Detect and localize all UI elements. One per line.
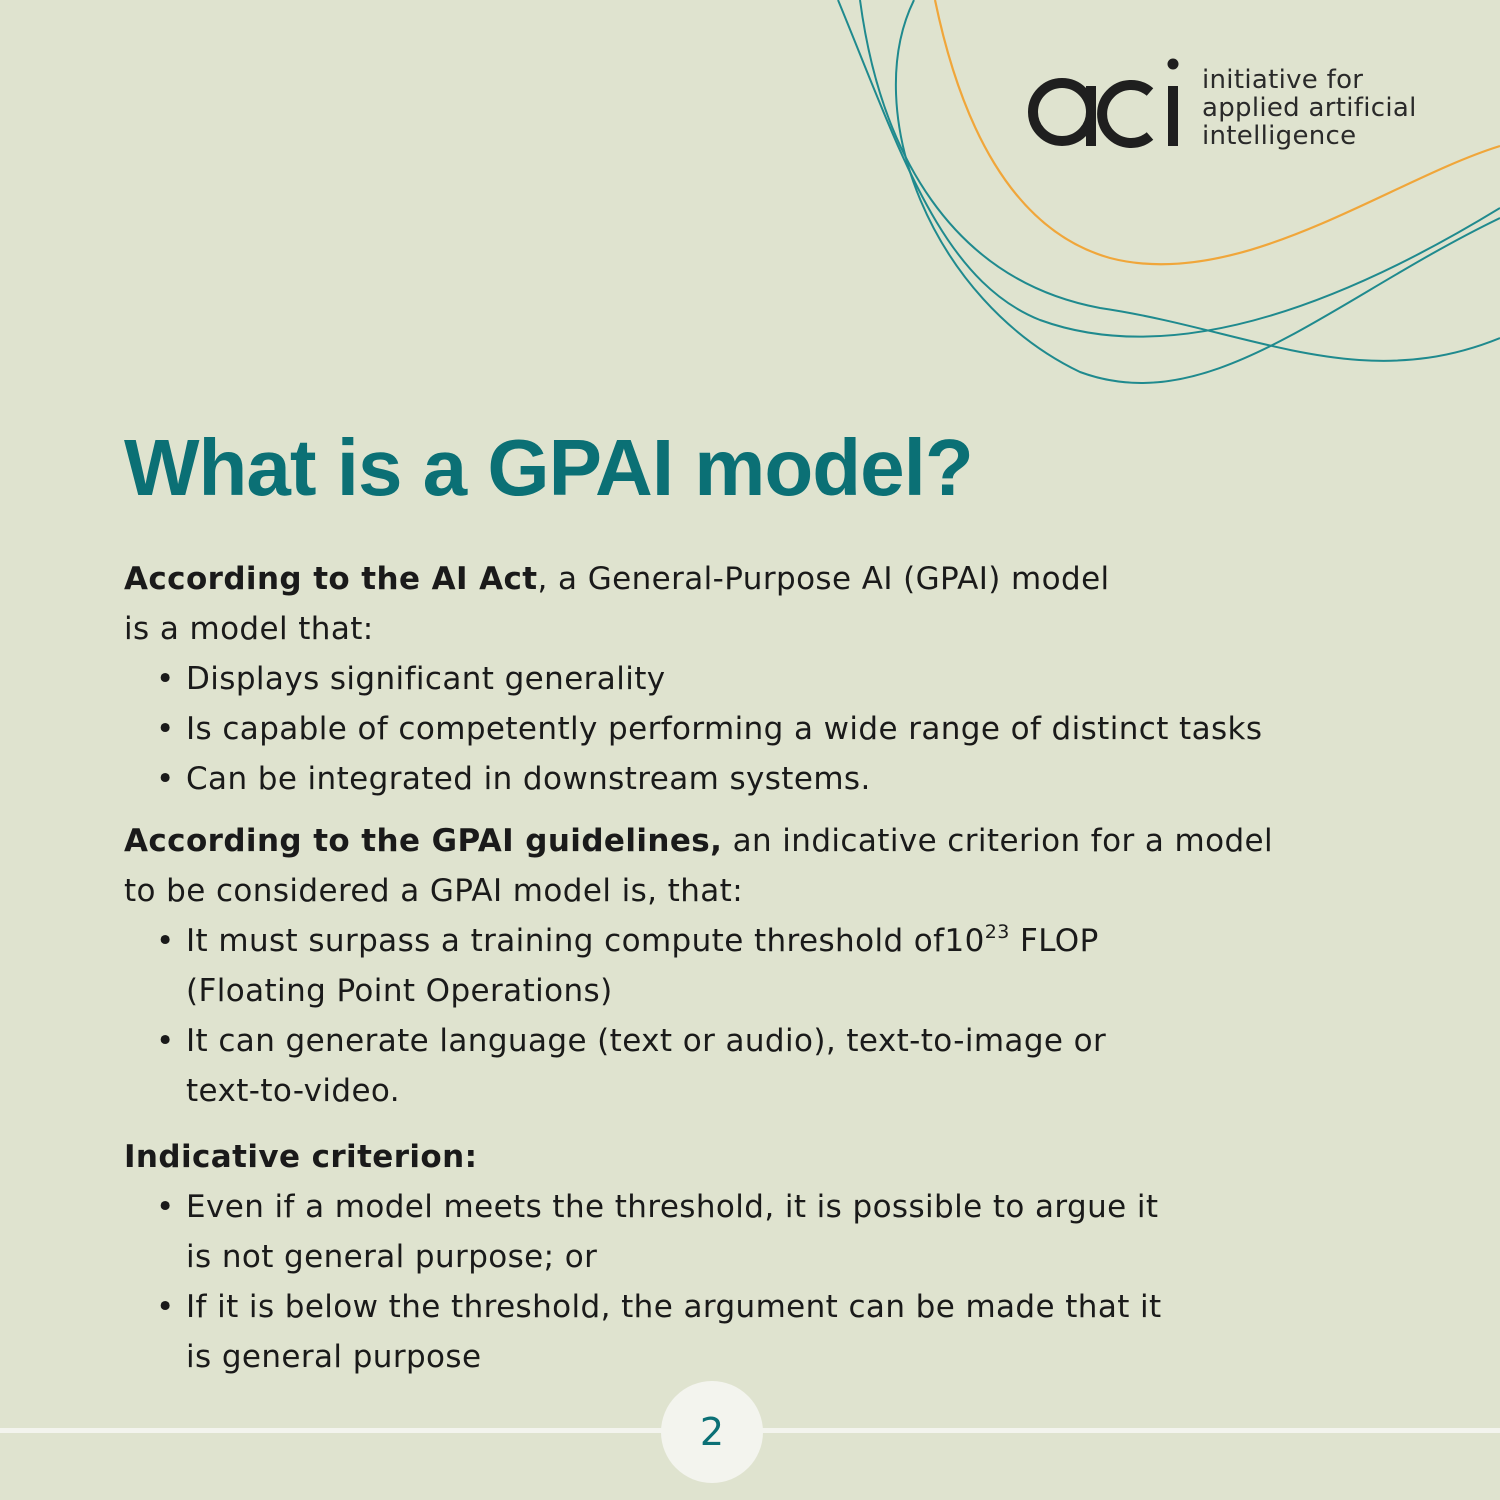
bullet-text: is general purpose [186,1339,482,1375]
list-item: • Is capable of competently performing a wide range of distinct tasks [186,704,1404,754]
list-item [186,1182,1404,1282]
curve-teal-3 [860,0,1500,361]
content-body [124,554,1404,1382]
curve-teal-1 [838,0,1500,337]
bullet-text: If it is below the threshold, the argument can be made that it [186,1289,1162,1325]
section1-bullets [124,654,1404,804]
aci-logo [1026,56,1446,156]
list-item [186,916,1404,1016]
section3-bold: Indicative criterion: [124,1139,478,1175]
bullet-text: It can generate language (text or audio), text-to-image or [186,1023,1107,1059]
bullet-text: It must surpass a training compute threshold of [186,923,945,959]
logo-line-2: applied artificial [1202,93,1417,123]
logo-line-3: intelligence [1202,121,1357,151]
section2-text: an indicative criterion for a model [722,823,1274,859]
bullet-text: Even if a model meets the threshold, it is possible to argue it [186,1189,1159,1225]
page-number: 2 [699,1410,725,1454]
exponent: 23 [984,921,1010,943]
logo-line-1: initiative for [1202,65,1364,95]
bullet-text: FLOP [1009,923,1099,959]
list-item [186,1282,1404,1382]
section1-text2: is a model that: [124,611,374,647]
page-number-badge [661,1381,763,1483]
exponent-base: 10 [944,923,985,959]
aci-logo-mark [1026,56,1186,156]
section2-intro [124,816,1404,916]
list-item: • Displays significant generality [186,654,1404,704]
section1-bold: According to the AI Act [124,561,538,597]
section1-intro [124,554,1404,654]
section1-text: , a General-Purpose AI (GPAI) model [537,561,1110,597]
bullet-text: (Floating Point Operations) [186,973,613,1009]
section2-bullets [124,916,1404,1116]
bullet-text: text-to-video. [186,1073,401,1109]
section3-bullets [124,1182,1404,1382]
list-item: • Can be integrated in downstream systems. [186,754,1404,804]
list-item [186,1016,1404,1116]
logo-wordmark [1202,66,1417,150]
section3-heading [124,1132,1404,1182]
page-title: What is a GPAI model? [124,423,973,512]
section2-text2: to be considered a GPAI model is, that: [124,873,744,909]
section2-bold: According to the GPAI guidelines, [124,823,723,859]
bullet-text: is not general purpose; or [186,1239,598,1275]
